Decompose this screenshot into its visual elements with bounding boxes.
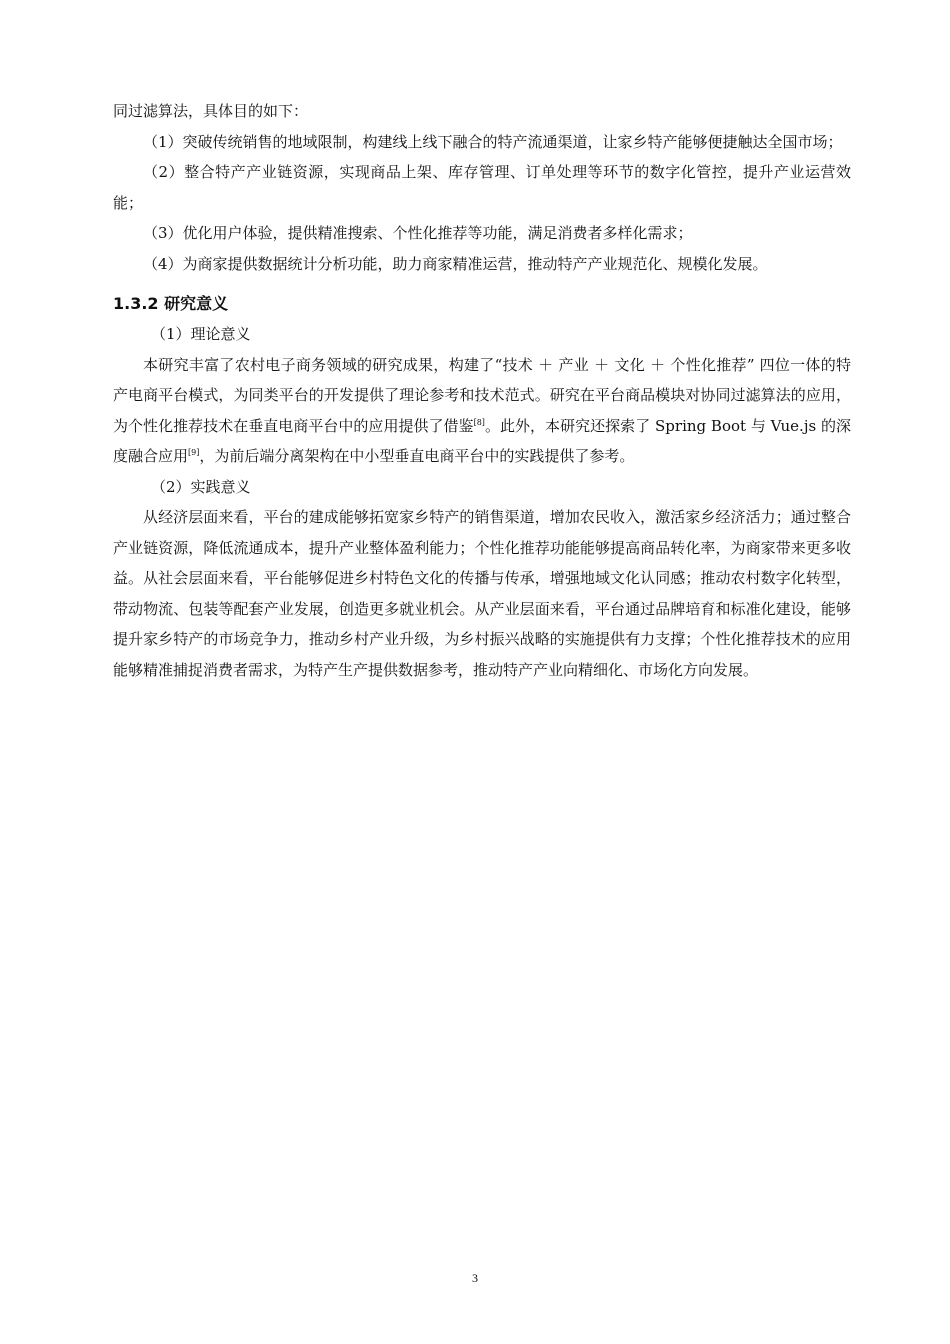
practice-paragraph: 从经济层面来看，平台的建成能够拓宽家乡特产的销售渠道，增加农民收入，激活家乡经济活力；通过整合产业链资源，降低流通成本，提升产业整体盈利能力；个性化推荐功能能够提高商品转化率，为商家带来更多收益。从社会层面来看，平台能够促进乡村特色文化的传播与传承，增强地域文化认同感；推动农村数字化转型，带动物流、包装等配套产业发展，创造更多就业机会。从产业层面来看，平台通过品牌培育和标准化建设，能够提升家乡特产的市场竞争力，推动乡村产业升级，为乡村振兴战略的实施提供有力支撑；个性化推荐技术的应用能够精准捕捉消费者需求，为特产生产提供数据参考，推动特产产业向精细化、市场化方向发展。 — [113, 508, 851, 679]
theory-text-part2: 。此外，本研究还探索了 Spring Boot 与 Vue.js 的深度融合应用 — [113, 416, 851, 465]
page-number: 3 — [472, 1271, 478, 1285]
theory-subheading: （1）理论意义 — [151, 325, 251, 343]
page-content — [113, 96, 851, 685]
practice-subheading: （2）实践意义 — [151, 477, 251, 496]
goal-list — [113, 127, 851, 280]
goal-item: （1）突破传统销售的地域限制，构建线上线下融合的特产流通渠道，让家乡特产能够便捷触达全国市场； — [143, 132, 843, 151]
goal-item: （3）优化用户体验，提供精准搜索、个性化推荐等功能，满足消费者多样化需求； — [143, 224, 693, 242]
goal-item: （4）为商家提供数据统计分析功能，助力商家精准运营，推动特产产业规范化、规模化发展。 — [143, 254, 768, 273]
goal-item: （2）整合特产产业链资源，实现商品上架、库存管理、订单处理等环节的数字化管控，提升产业运营效能； — [113, 163, 851, 212]
theory-paragraph — [113, 350, 851, 472]
citation-ref: [8] — [473, 417, 485, 427]
intro-line: 同过滤算法，具体目的如下： — [113, 102, 309, 120]
theory-text-part1: 本研究丰富了农村电子商务领域的研究成果，构建了“技术 ＋ 产业 ＋ 文化 ＋ 个性化推荐” 四位一体的特产电商平台模式，为同类平台的开发提供了理论参考和技术范式。研究在平台商品模块对协同过滤算法的应用，为个性化推荐技术在垂直电商平台中的应用提供了借鉴 — [113, 355, 851, 435]
theory-text-part3: ，为前后端分离架构在中小型垂直电商平台中的实践提供了参考。 — [199, 447, 635, 465]
section-heading: 1.3.2 研究意义 — [113, 294, 229, 313]
citation-ref: [9] — [188, 448, 200, 457]
